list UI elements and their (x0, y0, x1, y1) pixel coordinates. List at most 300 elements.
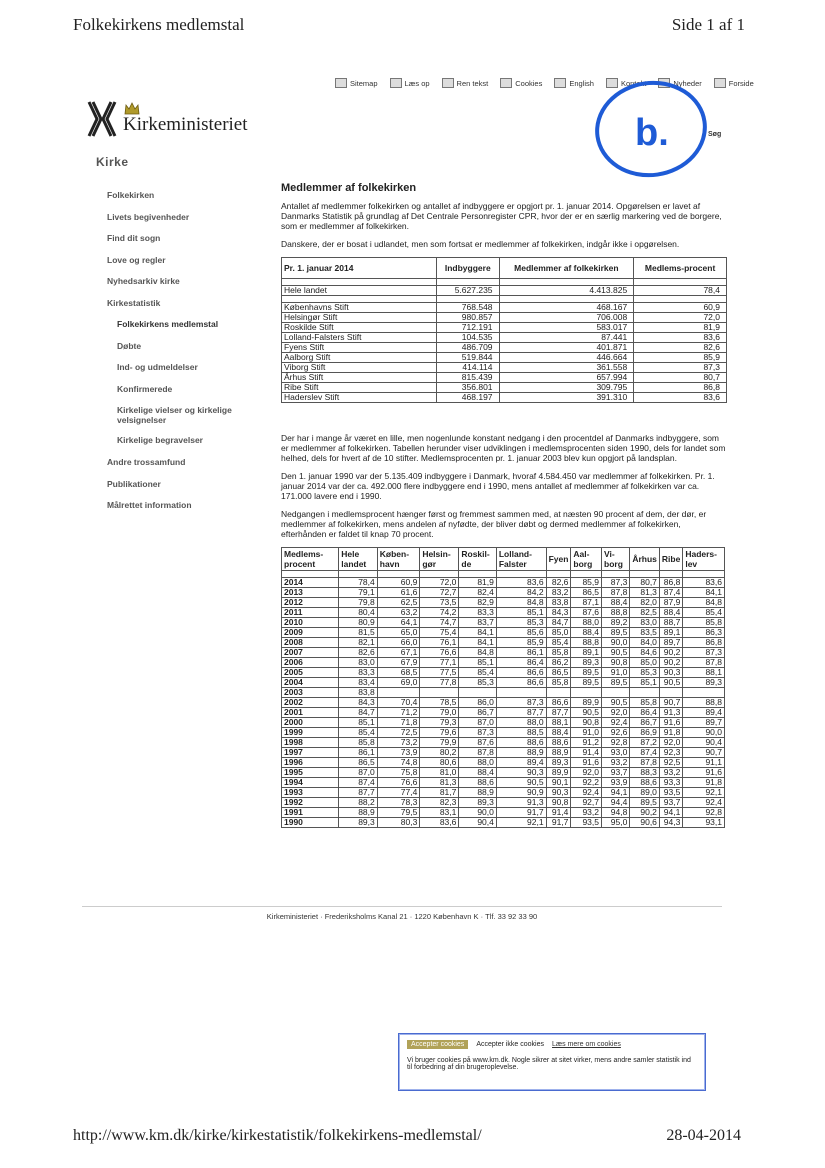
table-cell: 63,2 (377, 608, 420, 618)
table-cell: 93,2 (571, 808, 602, 818)
table-cell: 79,3 (420, 718, 459, 728)
contact-label: Kontakt (620, 78, 647, 88)
table-cell: 2000 (282, 718, 339, 728)
table-cell: 90,8 (546, 798, 571, 808)
nav-item-nyhedsarkiv[interactable]: Nyhedsarkiv kirke (107, 276, 180, 286)
table-cell: 90,2 (659, 658, 682, 668)
table-cell: 87,9 (659, 598, 682, 608)
table-cell: 95,0 (602, 818, 630, 828)
table-cell: 87,6 (571, 608, 602, 618)
nav-item-love-regler[interactable]: Love og regler (107, 254, 166, 265)
table-cell: 86,6 (496, 678, 546, 688)
table-cell: 92,5 (659, 758, 682, 768)
table-cell: 91,4 (571, 748, 602, 758)
logo[interactable] (87, 100, 248, 138)
table-cell: 468.167 (499, 303, 634, 313)
table-row (282, 353, 727, 363)
table-cell: 356.801 (437, 383, 500, 393)
table-cell: 86,4 (496, 658, 546, 668)
table-cell: 87,8 (602, 588, 630, 598)
table-cell: 76,6 (420, 648, 459, 658)
table-cell: 87,1 (571, 598, 602, 608)
table-cell: 86,5 (571, 588, 602, 598)
table-row (282, 778, 725, 788)
abroad-paragraph: Danskere, der er bosat i udlandet, men som fortsat er medlemmer af folkekirken, indgår ikke i opgørelsen. (281, 239, 680, 249)
table-header: Vi-borg (602, 548, 630, 571)
table-cell: 468.197 (437, 393, 500, 403)
table-cell: 68,5 (377, 668, 420, 678)
table-row (282, 668, 725, 678)
table-cell: 2011 (282, 608, 339, 618)
table-cell: 89,4 (496, 758, 546, 768)
table-cell: 706.008 (499, 313, 634, 323)
membership-percent-table (281, 547, 725, 828)
table-row (282, 768, 725, 778)
sitemap-icon (335, 78, 347, 88)
table-row (282, 748, 725, 758)
table-cell: 91,6 (571, 758, 602, 768)
table-cell: 85,0 (630, 658, 660, 668)
table-cell: 90,5 (659, 678, 682, 688)
table-cell: 86,5 (339, 758, 378, 768)
table-cell: 93,7 (659, 798, 682, 808)
table-row (282, 333, 727, 343)
table-cell: 87,3 (602, 578, 630, 588)
sitemap-link[interactable] (335, 78, 378, 88)
table-header: Aal-borg (571, 548, 602, 571)
table-cell: 79,6 (420, 728, 459, 738)
table-cell: 83,7 (459, 618, 496, 628)
table-cell: 519.844 (437, 353, 500, 363)
table-cell: 2007 (282, 648, 339, 658)
table-cell: 88,8 (571, 638, 602, 648)
table-row (282, 323, 727, 333)
table-cell: 83,5 (630, 628, 660, 638)
table-cell: 84,1 (459, 628, 496, 638)
table-row (282, 383, 727, 393)
table-cell: 88,9 (496, 748, 546, 758)
table-cell: 91,3 (496, 798, 546, 808)
table-cell: 90,7 (659, 698, 682, 708)
table-header: Roskil-de (459, 548, 496, 571)
cookie-info-link[interactable]: Læs mere om cookies (552, 1041, 621, 1048)
table-cell: 83,0 (630, 618, 660, 628)
nav-item-begravelser[interactable]: Kirkelige begravelser (117, 435, 203, 445)
table-cell: 80,4 (339, 608, 378, 618)
table-cell: 2002 (282, 698, 339, 708)
news-label: Nyheder (673, 78, 702, 88)
read-aloud-link[interactable] (390, 78, 430, 88)
table-cell: 657.994 (499, 373, 634, 383)
table-header: Helsin-gør (420, 548, 459, 571)
english-link[interactable] (554, 78, 594, 88)
table-cell: 87,3 (459, 728, 496, 738)
table-cell: 89,0 (630, 788, 660, 798)
logo-text: Kirkeministeriet (123, 114, 248, 135)
table-row (282, 808, 725, 818)
english-label: English (569, 78, 594, 88)
search-button[interactable]: Søg (708, 131, 722, 138)
table-header: Medlems-procent (282, 548, 339, 571)
table-cell: 93,1 (683, 818, 725, 828)
table-cell: 85,8 (339, 738, 378, 748)
table-cell: 86,8 (683, 638, 725, 648)
table-cell: 80,7 (630, 578, 660, 588)
table-cell: 83,6 (683, 578, 725, 588)
table-cell: 88,9 (339, 808, 378, 818)
table-cell: 91,0 (602, 668, 630, 678)
table-cell: 77,8 (420, 678, 459, 688)
table-cell: 446.664 (499, 353, 634, 363)
table-header: Ribe (659, 548, 682, 571)
table-cell: 70,4 (377, 698, 420, 708)
table-cell: 85,9 (634, 353, 727, 363)
table-cell: 87,2 (630, 738, 660, 748)
table-cell: 89,1 (659, 628, 682, 638)
table-row (282, 598, 725, 608)
table-cell: 83,1 (420, 808, 459, 818)
decline-paragraph: Der har i mange år været en lille, men nogenlunde konstant nedgang i den procentdel af Danmarks indbyggere, som er medlemmer af folkekirken. Tabellen herunder viser udviklingen i medlemsprocenten siden 1990, dels for landet som helhed, dels for hvert af de 10 stifter. Medlemsprocenten pr. 1. januar 2003 blev kun opgjort på landsplan. (281, 433, 726, 463)
intro-paragraph: Antallet af medlemmer folkekirken og antallet af indbyggere er opgjort pr. 1. januar 2014. Opgørelsen er lavet af Danmarks Statistik på grundlag af Det Centrale Personregister CPR, hvor der er en særlig markering ved de borgere, som er medlemmer af folkekirken. (281, 201, 722, 231)
table-cell: 86,3 (683, 628, 725, 638)
table-cell: 90,8 (602, 658, 630, 668)
table-cell: 94,4 (602, 798, 630, 808)
print-date: 28-04-2014 (666, 1127, 741, 1144)
table-cell: 72,7 (420, 588, 459, 598)
table-cell: 80,7 (634, 373, 727, 383)
table-header: Pr. 1. januar 2014 (282, 258, 437, 279)
page-title: Medlemmer af folkekirken (281, 182, 417, 194)
table-cell: 92,0 (602, 708, 630, 718)
table-cell: 89,3 (571, 658, 602, 668)
table-cell: 91,7 (496, 808, 546, 818)
table-cell: 87,7 (496, 708, 546, 718)
table-cell: 88,0 (496, 718, 546, 728)
table-cell: 61,6 (377, 588, 420, 598)
table-cell: 88,8 (683, 698, 725, 708)
nav-item-vielser[interactable]: Kirkelige vielser og kirkelige velsignelser (117, 405, 232, 425)
table-cell: 88,4 (546, 728, 571, 738)
table-cell: Aalborg Stift (282, 353, 437, 363)
table-cell: 90,0 (459, 808, 496, 818)
table-cell: 1990 (282, 818, 339, 828)
table-cell: 90,5 (496, 778, 546, 788)
table-row (282, 798, 725, 808)
nav-item-find-sogn[interactable]: Find dit sogn (107, 233, 161, 243)
table-cell: 85,4 (459, 668, 496, 678)
table-cell: 90,7 (683, 748, 725, 758)
table-cell: 84,7 (546, 618, 571, 628)
table-cell: 79,1 (339, 588, 378, 598)
table-cell: 94,8 (602, 808, 630, 818)
table-cell: 83,6 (634, 393, 727, 403)
table-cell: 5.627.235 (437, 286, 500, 296)
table-cell: 93,0 (602, 748, 630, 758)
table-cell: 86,5 (546, 668, 571, 678)
table-row (282, 678, 725, 688)
table-row (282, 638, 725, 648)
table-cell: 89,7 (659, 638, 682, 648)
table-cell: 90,5 (571, 708, 602, 718)
table-cell: 89,1 (571, 648, 602, 658)
table-cell: 79,8 (339, 598, 378, 608)
table-cell: 77,5 (420, 668, 459, 678)
table-cell: 88,4 (659, 608, 682, 618)
table-cell: 90,0 (602, 638, 630, 648)
table-row (282, 393, 727, 403)
footer-divider (82, 906, 722, 907)
table-cell: 1995 (282, 768, 339, 778)
table-cell: 81,3 (420, 778, 459, 788)
nav-item-folkekirken[interactable]: Folkekirken (107, 190, 155, 200)
table-cell: 92,8 (602, 738, 630, 748)
table-cell: 84,7 (339, 708, 378, 718)
nav-item-livets-begivenheder[interactable]: Livets begivenheder (107, 211, 190, 222)
plain-text-link[interactable] (442, 78, 489, 88)
table-cell: 76,6 (377, 778, 420, 788)
accept-cookies-button[interactable]: Accepter cookies (407, 1040, 468, 1049)
table-cell: 78,5 (420, 698, 459, 708)
table-spacer-row (282, 571, 725, 578)
table-cell: 90,4 (459, 818, 496, 828)
table-row (282, 628, 725, 638)
footer-address: Kirkeministeriet · Frederiksholms Kanal 21 · 1220 København K · Tlf. 33 92 33 90 (266, 912, 538, 921)
table-cell: 361.558 (499, 363, 634, 373)
table-cell: 89,9 (546, 768, 571, 778)
table-cell: 88,6 (496, 738, 546, 748)
table-cell: 88,4 (459, 768, 496, 778)
table-cell: 90,9 (496, 788, 546, 798)
table-cell (496, 688, 546, 698)
table-cell: 82,3 (420, 798, 459, 808)
main-content (281, 183, 727, 828)
table-cell: 90,5 (602, 648, 630, 658)
table-cell: 1991 (282, 808, 339, 818)
table-cell: 2010 (282, 618, 339, 628)
table-cell: 62,5 (377, 598, 420, 608)
table-cell: 1994 (282, 778, 339, 788)
table-cell: 91,6 (683, 768, 725, 778)
table-cell: 91,8 (659, 728, 682, 738)
table-cell: 80,3 (377, 818, 420, 828)
table-row (282, 818, 725, 828)
table-cell: 89,5 (630, 798, 660, 808)
nav-item-konfirmerede[interactable]: Konfirmerede (117, 383, 173, 394)
table-cell: 2009 (282, 628, 339, 638)
cookie-text: Vi bruger cookies på www.km.dk. Nogle sikrer at sitet virker, mens andre samler statistik ind til forbedring af din brugeroplevelse. (407, 1057, 691, 1071)
section-title: Kirke (96, 155, 129, 169)
table-cell: 91,3 (659, 708, 682, 718)
table-cell: 1998 (282, 738, 339, 748)
nav-item-medlemstal[interactable]: Folkekirkens medlemstal (117, 319, 219, 329)
table-cell: 71,8 (377, 718, 420, 728)
table-cell: 85,3 (459, 678, 496, 688)
table-cell: 88,6 (546, 738, 571, 748)
cookies-link[interactable] (500, 78, 542, 88)
table-cell: Københavns Stift (282, 303, 437, 313)
table-cell: 74,8 (377, 758, 420, 768)
table-row (282, 688, 725, 698)
nav-item-dobte[interactable]: Døbte (117, 340, 142, 351)
reject-cookies-button[interactable]: Accepter ikke cookies (476, 1041, 545, 1048)
table-cell: 2005 (282, 668, 339, 678)
table-cell: 94,3 (659, 818, 682, 828)
table-cell: 85,9 (496, 638, 546, 648)
table-cell: 77,1 (420, 658, 459, 668)
table-cell: 81,7 (420, 788, 459, 798)
table-cell: 88,8 (602, 608, 630, 618)
table-cell: 87,7 (546, 708, 571, 718)
crown-icon (123, 100, 141, 116)
table-row (282, 313, 727, 323)
table-cell: 88,2 (339, 798, 378, 808)
print-url: http://www.km.dk/kirke/kirkestatistik/folkekirkens-medlemstal/ (73, 1127, 482, 1144)
table-cell: 85,4 (339, 728, 378, 738)
table-cell: 73,5 (420, 598, 459, 608)
table-row-total (282, 286, 727, 296)
table-cell: 85,4 (546, 638, 571, 648)
table-cell: 2013 (282, 588, 339, 598)
table-cell: Hele landet (282, 286, 437, 296)
table-cell: 90,0 (683, 728, 725, 738)
table-cell: 90,2 (659, 648, 682, 658)
table-cell: 84,8 (459, 648, 496, 658)
table-cell: 92,8 (683, 808, 725, 818)
table-header: Medlems-procent (634, 258, 727, 279)
table-cell (683, 688, 725, 698)
table-cell: 1996 (282, 758, 339, 768)
table-cell: 90,1 (546, 778, 571, 788)
table-cell: 81,0 (420, 768, 459, 778)
table-cell: 75,8 (377, 768, 420, 778)
table-cell: 86,6 (546, 698, 571, 708)
handwritten-stamp (589, 73, 717, 181)
table-cell: 93,2 (659, 768, 682, 778)
table-cell: 85,8 (546, 678, 571, 688)
table-cell: 82,5 (630, 608, 660, 618)
table-cell: 87,8 (459, 748, 496, 758)
table-header: Medlemmer af folkekirken (499, 258, 634, 279)
table-cell: 90,3 (659, 668, 682, 678)
table-cell: 92,7 (571, 798, 602, 808)
table-row (282, 363, 727, 373)
table-cell: 64,1 (377, 618, 420, 628)
table-cell: Helsingør Stift (282, 313, 437, 323)
table-cell: 80,2 (420, 748, 459, 758)
table-cell (630, 688, 660, 698)
table-cell: 81,5 (339, 628, 378, 638)
table-row (282, 708, 725, 718)
table-cell: 768.548 (437, 303, 500, 313)
table-cell: 88,6 (630, 778, 660, 788)
table-cell: 2014 (282, 578, 339, 588)
table-cell: 93,5 (571, 818, 602, 828)
print-page-number: Side 1 af 1 (671, 15, 745, 34)
table-cell: 87,8 (683, 658, 725, 668)
table-cell: 85,8 (630, 698, 660, 708)
table-cell: 85,1 (496, 608, 546, 618)
table-cell: 91,4 (546, 808, 571, 818)
table-cell: 83,3 (339, 668, 378, 678)
table-cell: 93,7 (602, 768, 630, 778)
table-cell: 87,3 (634, 363, 727, 373)
table-cell: 88,4 (602, 598, 630, 608)
table-cell: Viborg Stift (282, 363, 437, 373)
table-cell: 84,3 (339, 698, 378, 708)
table-cell: 85,4 (683, 608, 725, 618)
table-cell: 89,4 (683, 708, 725, 718)
table-cell: 86,8 (634, 383, 727, 393)
table-cell: 87,3 (496, 698, 546, 708)
table-cell: 93,9 (602, 778, 630, 788)
table-cell: 815.439 (437, 373, 500, 383)
nav-item-kirkestatistik[interactable]: Kirkestatistik (107, 297, 161, 308)
table-cell: 87,0 (339, 768, 378, 778)
table-row (282, 718, 725, 728)
table-cell (602, 688, 630, 698)
nav-item-ind-udmeldelser[interactable]: Ind- og udmeldelser (117, 362, 198, 372)
table-header: Århus (630, 548, 660, 571)
table-cell: 75,4 (420, 628, 459, 638)
table-cell: 83,8 (339, 688, 378, 698)
table-cell: 84,3 (546, 608, 571, 618)
table-cell: 93,3 (659, 778, 682, 788)
table-row (282, 738, 725, 748)
table-cell: 73,2 (377, 738, 420, 748)
table-cell: 88,3 (630, 768, 660, 778)
nav-item-publikationer[interactable]: Publikationer (107, 478, 161, 489)
table-cell: 71,2 (377, 708, 420, 718)
table-cell: 486.709 (437, 343, 500, 353)
table-cell: 88,7 (659, 618, 682, 628)
table-cell: 91,7 (546, 818, 571, 828)
table-cell: 2012 (282, 598, 339, 608)
table-cell: 83,3 (459, 608, 496, 618)
table-cell: 712.191 (437, 323, 500, 333)
table-row (282, 588, 725, 598)
table-header: Haders-lev (683, 548, 725, 571)
table-cell: 83,6 (496, 578, 546, 588)
table-cell: 81,9 (459, 578, 496, 588)
table-cell: 83,6 (420, 818, 459, 828)
table-cell: 81,9 (634, 323, 727, 333)
table-cell: 2006 (282, 658, 339, 668)
table-cell: 91,6 (659, 718, 682, 728)
table-cell: 84,2 (496, 588, 546, 598)
table-cell: 92,4 (602, 718, 630, 728)
nav-item-andre-trossamfund[interactable]: Andre trossamfund (107, 456, 186, 467)
table-cell: 92,0 (571, 768, 602, 778)
cause-paragraph: Nedgangen i medlemsprocent hænger først og fremmest sammen med, at næsten 90 procent af dem, der dør, er medlemmer af folkekirken, mens andelen af nyfødte, der bliver døbt og dermed medlemmer af folkekirken, efterhånden er faldet til knap 70 procent. (281, 509, 707, 539)
read-aloud-label: Læs op (404, 78, 430, 88)
table-cell: 2008 (282, 638, 339, 648)
table-cell: 84,1 (683, 588, 725, 598)
home-link[interactable] (714, 78, 754, 88)
table-cell: 85,9 (571, 578, 602, 588)
table-header: Indbyggere (437, 258, 500, 279)
table-cell: 92,4 (683, 798, 725, 808)
table-cell: 86,7 (459, 708, 496, 718)
table-cell: 74,7 (420, 618, 459, 628)
table-cell: 89,5 (602, 678, 630, 688)
nav-item-maalrettet[interactable]: Målrettet information (107, 500, 192, 510)
table-cell: 85,1 (630, 678, 660, 688)
cookie-banner (398, 1033, 706, 1091)
stamp-letter: b. (635, 112, 669, 154)
print-title: Folkekirkens medlemstal (73, 15, 245, 34)
table-cell: 88,0 (459, 758, 496, 768)
table-cell: 86,8 (659, 578, 682, 588)
